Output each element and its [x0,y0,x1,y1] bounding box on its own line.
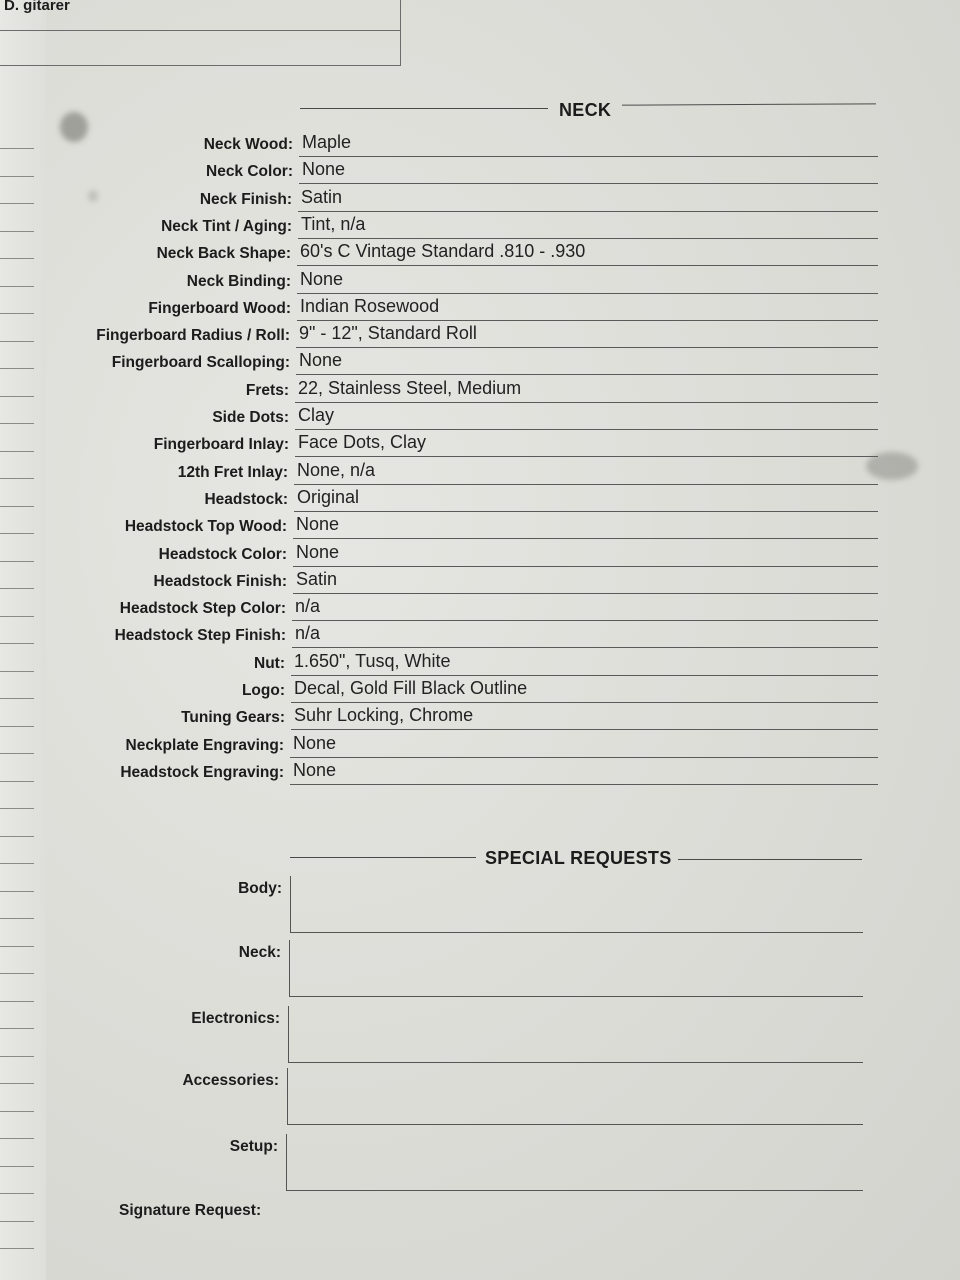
neck-field-label-wrap [46,350,290,376]
adjacent-page-rule [0,891,34,892]
neck-field-label: Frets: [245,382,289,399]
neck-field-underline [293,593,878,594]
adjacent-page-rule [0,918,34,919]
neck-field-underline [297,293,878,294]
adjacent-page-rule [0,478,34,479]
neck-field-label-wrap [46,378,289,404]
neck-field-row [46,487,946,513]
adjacent-page-rule [0,643,34,644]
special-request-box[interactable] [290,876,863,933]
neck-field-value[interactable]: None [299,350,343,370]
neck-field-label: Neck Tint / Aging: [161,218,292,235]
neck-field-value[interactable]: Clay [298,405,335,425]
neck-field-underline [291,702,878,703]
adjacent-page-rule [0,726,34,727]
neck-field-label: Headstock Engraving: [120,764,284,781]
neck-field-underline [292,620,878,621]
adjacent-page-rule [0,423,34,424]
neck-field-row [46,241,946,267]
special-header-rule-right [678,859,862,860]
adjacent-page-rule [0,313,34,314]
neck-field-label-wrap [46,596,286,622]
neck-field-label-wrap [46,132,293,158]
neck-field-label: Logo: [241,682,285,699]
adjacent-page-rule [0,1166,34,1167]
neck-field-value[interactable]: None [300,269,344,289]
neck-field-value[interactable]: 22, Stainless Steel, Medium [298,378,522,398]
divider [0,30,400,31]
neck-field-value[interactable]: None [302,159,346,179]
adjacent-page-rule [0,1056,34,1057]
neck-field-underline [291,675,878,676]
neck-field-value[interactable]: None [293,760,337,780]
neck-field-row [46,514,946,540]
adjacent-page-edge [0,0,47,1280]
neck-field-label-wrap [46,705,285,731]
special-request-box[interactable] [289,940,863,997]
neck-field-row [46,187,946,213]
adjacent-page-rule [0,341,34,342]
neck-field-label-wrap [46,733,284,759]
adjacent-page-rule [0,176,34,177]
adjacent-page-rule [0,286,34,287]
neck-field-value[interactable]: Satin [296,569,338,589]
neck-field-label-wrap [46,187,292,213]
adjacent-page-rule [0,1138,34,1139]
special-request-label: Electronics: [191,1010,280,1027]
adjacent-page-rule [0,781,34,782]
neck-field-label: Fingerboard Wood: [148,300,291,317]
neck-field-label-wrap [46,514,287,540]
neck-field-row [46,323,946,349]
adjacent-page-rule [0,1028,34,1029]
neck-field-underline [290,784,878,785]
neck-field-label-wrap [46,487,288,513]
adjacent-page-rule [0,533,34,534]
neck-field-row [46,596,946,622]
neck-field-underline [291,729,878,730]
neck-field-underline [299,156,878,157]
neck-field-value[interactable]: n/a [295,623,321,643]
adjacent-page-rule [0,808,34,809]
neck-header-rule-left [300,108,548,109]
neck-field-underline [296,374,878,375]
neck-field-row [46,460,946,486]
neck-field-label: Fingerboard Radius / Roll: [96,327,290,344]
neck-field-value[interactable]: None [296,542,340,562]
adjacent-page-rule [0,698,34,699]
neck-field-label-wrap [46,269,291,295]
neck-field-underline [295,429,878,430]
special-header-rule-left [290,857,476,858]
special-request-label: Setup: [229,1138,278,1155]
neck-field-label-wrap [46,241,291,267]
neck-field-row [46,214,946,240]
neck-field-value[interactable]: Suhr Locking, Chrome [294,705,474,725]
special-request-box[interactable] [288,1006,863,1063]
neck-field-label-wrap [46,651,285,677]
neck-field-label: Headstock Step Color: [119,600,286,617]
neck-field-row [46,378,946,404]
adjacent-page-rule [0,148,34,149]
neck-field-label: Fingerboard Scalloping: [111,354,290,371]
neck-field-underline [295,456,878,457]
neck-field-row [46,733,946,759]
special-request-label: Accessories: [182,1072,279,1089]
neck-field-underline [298,238,878,239]
adjacent-page-rule [0,1221,34,1222]
neck-field-underline [293,566,878,567]
neck-field-value[interactable]: 9" - 12", Standard Roll [299,323,477,343]
neck-field-label: Headstock Top Wood: [124,518,287,535]
neck-field-row [46,542,946,568]
adjacent-page-rule [0,506,34,507]
adjacent-page-rule [0,946,34,947]
neck-field-underline [294,484,878,485]
neck-field-label: Headstock: [204,491,288,508]
neck-field-label: Headstock Step Finish: [114,627,286,644]
neck-field-row [46,651,946,677]
neck-field-underline [297,320,878,321]
adjacent-page-rule [0,753,34,754]
signature-request-label: Signature Request: [119,1202,262,1219]
neck-field-value[interactable]: Satin [301,187,343,207]
neck-field-label: 12th Fret Inlay: [177,464,288,481]
neck-field-row [46,296,946,322]
neck-field-underline [290,757,878,758]
neck-field-row [46,132,946,158]
adjacent-page-rule [0,1111,34,1112]
neck-field-value[interactable]: n/a [295,596,321,616]
neck-field-label-wrap [46,432,289,458]
neck-field-label: Fingerboard Inlay: [153,436,289,453]
neck-field-row [46,569,946,595]
adjacent-page-rule [0,671,34,672]
neck-field-label-wrap [46,760,284,786]
neck-field-row [46,350,946,376]
neck-field-value[interactable]: 60's C Vintage Standard .810 - .930 [300,241,586,261]
neck-field-row [46,432,946,458]
adjacent-page-rule [0,973,34,974]
special-request-box[interactable] [286,1134,863,1191]
neck-field-underline [299,183,878,184]
neck-field-value[interactable]: Face Dots, Clay [298,432,427,452]
adjacent-page-rule [0,258,34,259]
neck-field-label-wrap [46,569,287,595]
adjacent-page-rule [0,451,34,452]
adjacent-page-rule [0,368,34,369]
neck-field-row [46,159,946,185]
neck-field-row [46,405,946,431]
neck-field-label-wrap [46,323,290,349]
neck-field-value[interactable]: Indian Rosewood [300,296,440,316]
neck-field-label: Neck Binding: [186,273,291,290]
neck-field-label: Neck Wood: [203,136,293,153]
neck-field-underline [298,211,878,212]
neck-field-underline [293,538,878,539]
adjacent-page-rule [0,1083,34,1084]
header-field-box [0,0,401,66]
neck-field-underline [295,402,878,403]
special-request-label: Neck: [238,944,281,961]
neck-field-label: Headstock Finish: [153,573,287,590]
neck-field-label-wrap [46,623,286,649]
neck-field-underline [292,647,878,648]
neck-field-label-wrap [46,678,285,704]
special-requests-title: SPECIAL REQUESTS [485,848,672,868]
neck-field-value[interactable]: None [293,733,337,753]
neck-field-label: Side Dots: [212,409,289,426]
neck-field-row [46,705,946,731]
adjacent-page-rule [0,1193,34,1194]
adjacent-page-rule [0,561,34,562]
adjacent-page-rule [0,231,34,232]
neck-field-label-wrap [46,542,287,568]
adjacent-page-rule [0,396,34,397]
neck-field-label-wrap [46,460,288,486]
special-request-box[interactable] [287,1068,863,1125]
neck-field-label: Neck Back Shape: [156,245,291,262]
neck-field-label: Neck Finish: [199,191,292,208]
form-page [4,0,960,1280]
neck-field-row [46,760,946,786]
neck-field-label: Neck Color: [206,163,293,180]
adjacent-page-rule [0,588,34,589]
adjacent-page-rule [0,203,34,204]
neck-field-row [46,269,946,295]
neck-field-value[interactable]: 1.650", Tusq, White [294,651,451,671]
neck-header-rule-right [622,103,876,105]
neck-field-value[interactable]: None, n/a [297,460,376,480]
header-field-label: D. gitarer [4,0,70,14]
neck-field-row [46,623,946,649]
neck-field-underline [294,511,878,512]
neck-field-label: Nut: [254,655,285,672]
neck-field-label-wrap [46,214,292,240]
neck-field-label-wrap [46,159,293,185]
special-request-label: Body: [238,880,282,897]
adjacent-page-rule [0,1001,34,1002]
neck-field-underline [297,265,878,266]
neck-field-value[interactable]: Original [297,487,360,507]
adjacent-page-rule [0,1248,34,1249]
neck-field-label: Tuning Gears: [181,709,285,726]
adjacent-page-rule [0,863,34,864]
neck-section-title: NECK [559,100,612,120]
adjacent-page-rule [0,836,34,837]
neck-field-label: Headstock Color: [158,546,287,563]
neck-field-underline [296,347,878,348]
neck-field-value[interactable]: Tint, n/a [301,214,366,234]
neck-field-label-wrap [46,296,291,322]
neck-field-value[interactable]: None [296,514,340,534]
adjacent-page-rule [0,616,34,617]
neck-field-label: Neckplate Engraving: [125,737,284,754]
neck-field-row [46,678,946,704]
neck-field-value[interactable]: Maple [302,132,352,152]
neck-field-label-wrap [46,405,289,431]
neck-field-value[interactable]: Decal, Gold Fill Black Outline [294,678,528,698]
